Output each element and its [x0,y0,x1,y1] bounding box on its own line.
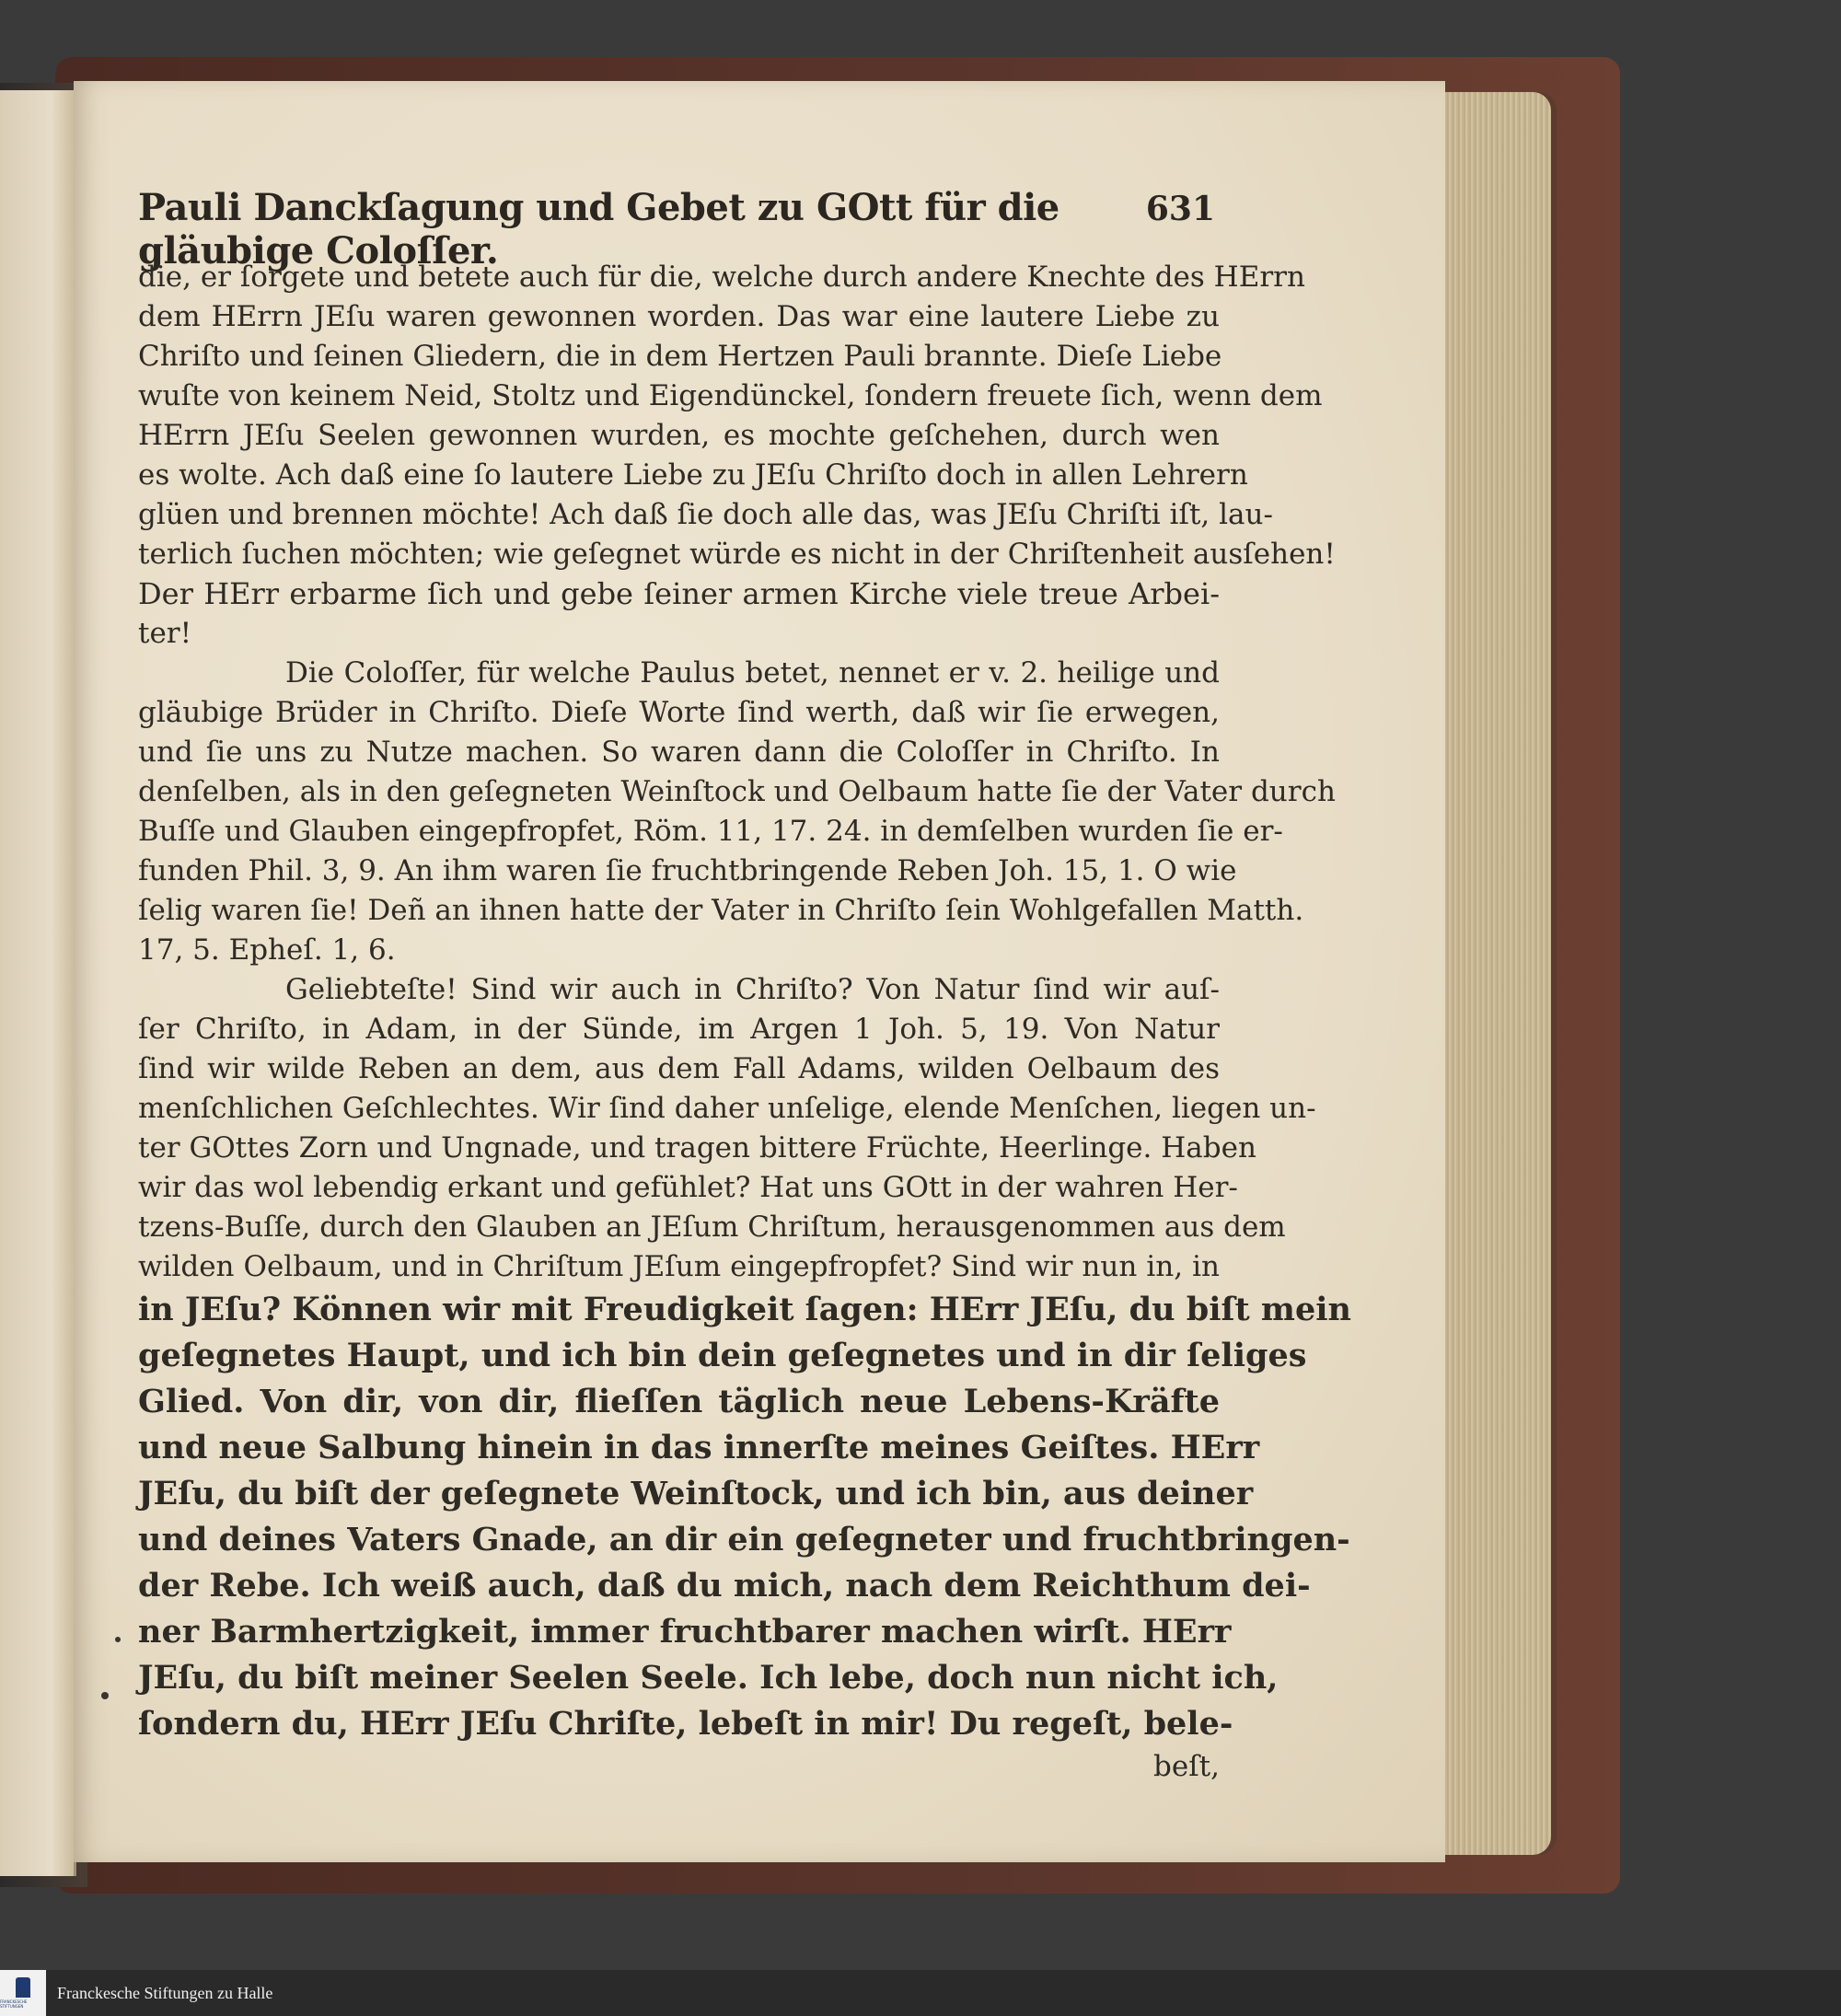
page-speck [115,1637,121,1642]
text-line: und neue Salbung hinein in das innerſte meines Geiſtes. HErr [138,1429,1260,1466]
text-line: Die Coloſſer, für welche Paulus betet, nennet er v. 2. heilige und [285,656,1220,689]
institution-logo [0,1970,46,2016]
page-stack [1441,92,1551,1855]
text-line: ſind wir wilde Reben an dem, aus dem Fall Adams, wilden Oelbaum des [138,1052,1220,1085]
left-page-edge [0,90,76,1876]
text-line: ter GOttes Zorn und Ungnade, und tragen bittere Früchte, Heerlinge. Haben [138,1131,1256,1164]
running-head [138,186,1215,272]
text-line: Buſſe und Glauben eingepfropfet, Röm. 11, 17. 24. in demſelben wurden ſie er- [138,815,1283,848]
text-line: und ſie uns zu Nutze machen. So waren dann die Coloſſer in Chriſto. In [138,736,1220,769]
body-text [138,258,1351,1787]
text-line: die, er ſorgete und betete auch für die, welche durch andere Knechte des HErrn [138,261,1305,294]
text-line: 17, 5. Epheſ. 1, 6. [138,933,396,967]
text-line: in JEſu? Können wir mit Freudigkeit ſagen: HErr JEſu, du biſt mein [138,1291,1351,1328]
text-line: der Rebe. Ich weiß auch, daß du mich, nach dem Reichthum dei- [138,1567,1311,1605]
text-line: ſelig waren ſie! Deñ an ihnen hatte der Vater in Chriſto ſein Wohlgefallen Matth. [138,894,1304,927]
text-line: JEſu, du biſt meiner Seelen Seele. Ich lebe, doch nun nicht ich, [138,1659,1279,1697]
text-line: terlich ſuchen möchten; wie geſegnet würde es nicht in der Chriſtenheit ausſehen! [138,538,1336,571]
text-line: JEſu, du biſt der geſegnete Weinſtock, und ich bin, aus deiner [138,1475,1254,1512]
text-line: es wolte. Ach daß eine ſo lautere Liebe zu JEſu Chriſto doch in allen Lehrern [138,458,1248,492]
institution-name: Franckesche Stiftungen zu Halle [57,1983,273,2002]
footer-bar [0,1970,1841,2016]
text-line: ter! [138,617,192,650]
text-line: tzens-Buſſe, durch den Glauben an JEſum Chriſtum, herausgenommen aus dem [138,1211,1286,1244]
page-speck [101,1692,109,1699]
running-head-title: Pauli Danckſagung und Gebet zu GOtt für die gläubige Coloſſer. [138,186,1059,272]
text-line: wilden Oelbaum, und in Chriſtum JEſum eingepfropfet? Sind wir nun in, in [138,1250,1220,1283]
catchword: beſt, [1153,1750,1220,1783]
text-line: wir das wol lebendig erkant und gefühlet? Hat uns GOtt in der wahren Her- [138,1171,1238,1204]
text-line: und deines Vaters Gnade, an dir ein geſegneter und fruchtbringen- [138,1521,1350,1558]
text-line: Glied. Von dir, von dir, flieſſen täglich neue Lebens-Kräfte [138,1383,1220,1420]
text-line: ner Barmhertzigkeit, immer fruchtbarer machen wirſt. HErr [138,1613,1232,1651]
text-line: wuſte von keinem Neid, Stoltz und Eigendünckel, ſondern freuete ſich, wenn dem [138,379,1323,412]
text-line: gläubige Brüder in Chriſto. Dieſe Worte ſind werth, daß wir ſie erwegen, [138,696,1220,729]
logo-emblem-icon [16,1977,30,1998]
text-line: ſer Chriſto, in Adam, in der Sünde, im Argen 1 Joh. 5, 19. Von Natur [138,1013,1220,1046]
text-line: menſchlichen Geſchlechtes. Wir ſind daher unſelige, elende Menſchen, liegen un- [138,1092,1316,1125]
text-line: dem HErrn JEſu waren gewonnen worden. Das war eine lautere Liebe zu [138,300,1220,333]
text-line: glüen und brennen möchte! Ach daß ſie doch alle das, was JEſu Chriſti iſt, lau- [138,498,1273,531]
page-number: 631 [1145,190,1215,228]
text-line: denſelben, als in den geſegneten Weinſtock und Oelbaum hatte ſie der Vater durch [138,775,1336,808]
text-line: ſondern du, HErr JEſu Chriſte, lebeſt in mir! Du regeſt, bele- [138,1705,1233,1743]
text-line: funden Phil. 3, 9. An ihm waren ſie fruchtbringende Reben Joh. 15, 1. O wie [138,854,1237,887]
text-line: Geliebteſte! Sind wir auch in Chriſto? Von Natur ſind wir auſ- [285,973,1220,1006]
text-line: Der HErr erbarme ſich und gebe ſeiner armen Kirche viele treue Arbei- [138,576,1220,611]
logo-text: FRANCKESCHE STIFTUNGEN [0,1999,28,2009]
text-line: HErrn JEſu Seelen gewonnen wurden, es mochte geſchehen, durch wen [138,419,1220,452]
text-line: geſegnetes Haupt, und ich bin dein geſegnetes und in dir ſeliges [138,1337,1307,1374]
text-line: Chriſto und ſeinen Gliedern, die in dem Hertzen Pauli brannte. Dieſe Liebe [138,340,1222,373]
